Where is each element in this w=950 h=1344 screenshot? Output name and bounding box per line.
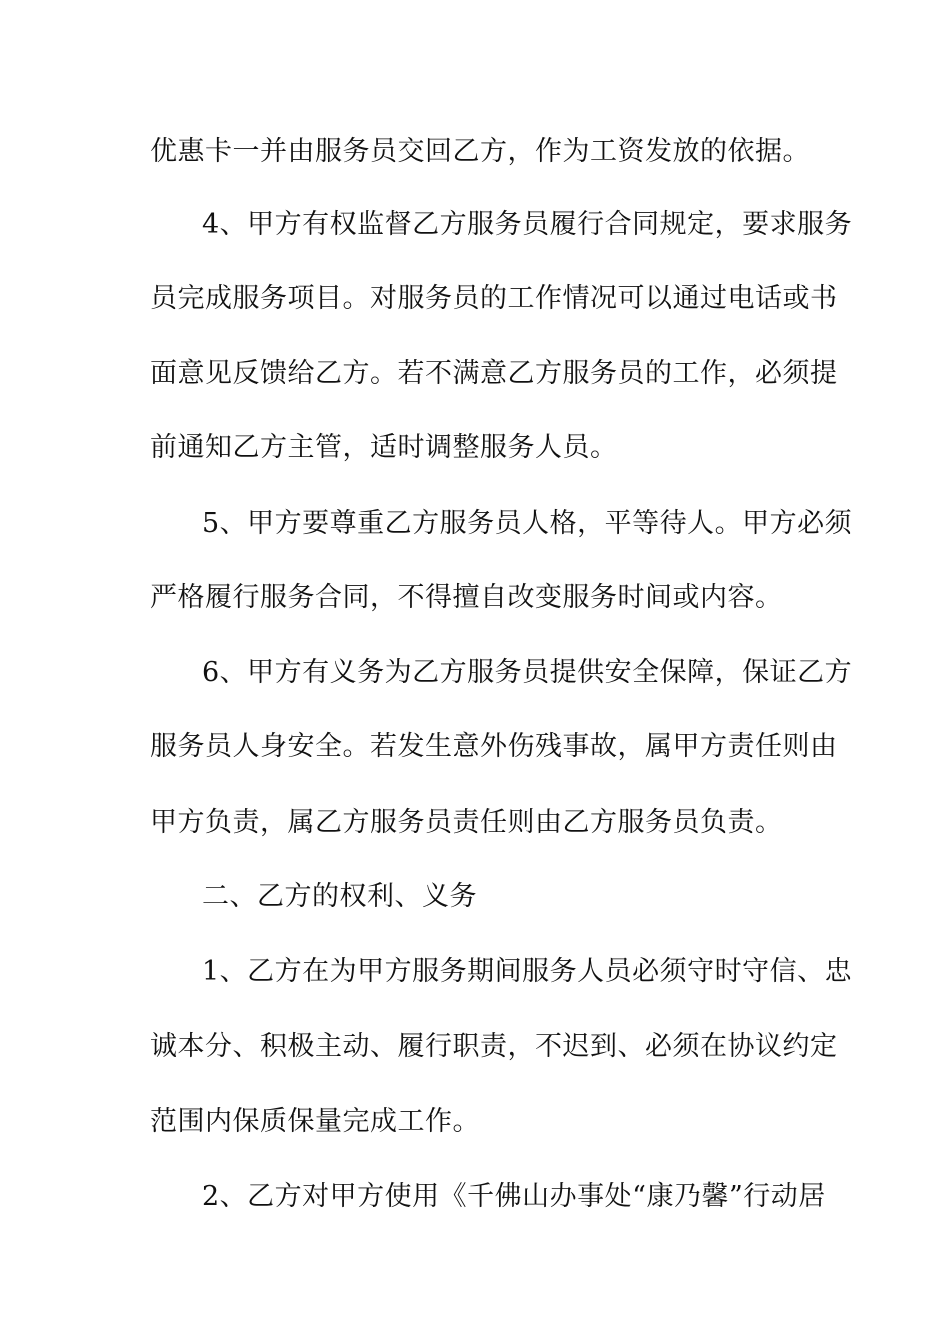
- text-line: 1、乙方在为甲方服务期间服务人员必须守时守信、忠: [202, 956, 853, 987]
- text-line: 甲方负责，属乙方服务员责任则由乙方服务员负责。: [150, 807, 783, 838]
- text-line: 前通知乙方主管，适时调整服务人员。: [150, 432, 618, 463]
- text-line: 6、甲方有义务为乙方服务员提供安全保障，保证乙方: [202, 657, 853, 688]
- text-line: 严格履行服务合同，不得擅自改变服务时间或内容。: [150, 582, 783, 613]
- text-line: 优惠卡一并由服务员交回乙方，作为工资发放的依据。: [150, 136, 810, 167]
- text-line: 诚本分、积极主动、履行职责，不迟到、必须在协议约定: [150, 1031, 838, 1062]
- text-line: 范围内保质保量完成工作。: [150, 1106, 480, 1137]
- text-line: 2、乙方对甲方使用《千佛山办事处“康乃馨”行动居: [202, 1181, 826, 1212]
- text-line: 5、甲方要尊重乙方服务员人格，平等待人。甲方必须: [202, 508, 853, 539]
- text-line: 员完成服务项目。对服务员的工作情况可以通过电话或书: [150, 283, 838, 314]
- text-line: 4、甲方有权监督乙方服务员履行合同规定，要求服务: [202, 209, 853, 240]
- section-heading: 二、乙方的权利、义务: [202, 881, 477, 912]
- text-line: 面意见反馈给乙方。若不满意乙方服务员的工作，必须提: [150, 358, 838, 389]
- text-line: 服务员人身安全。若发生意外伤残事故，属甲方责任则由: [150, 731, 838, 762]
